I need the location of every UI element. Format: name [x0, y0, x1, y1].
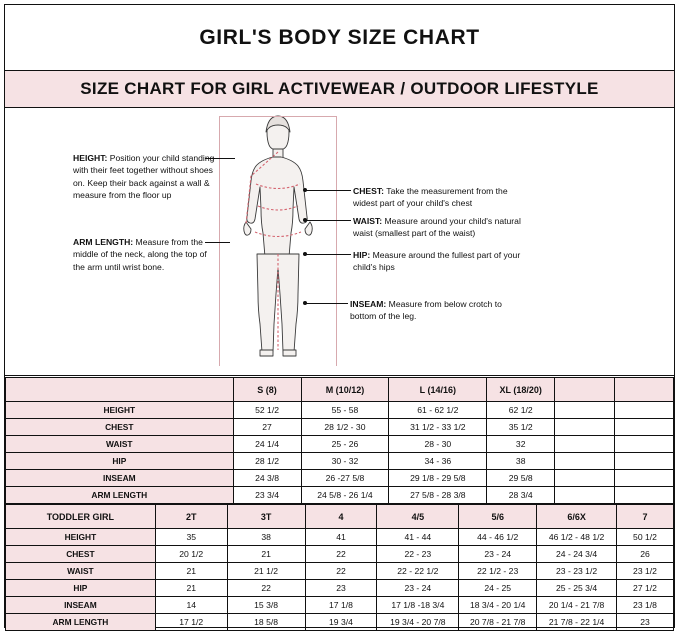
table-cell: 31 1/2 - 33 1/2: [389, 419, 487, 436]
column-header: S (8): [233, 378, 301, 402]
table-cell: 28 - 30: [389, 436, 487, 453]
table-cell: 23: [617, 614, 674, 631]
table-cell: 20 1/4 - 21 7/8: [537, 597, 617, 614]
callout-chest-label: CHEST:: [353, 186, 385, 196]
waist-leader-line: [305, 220, 351, 221]
column-header: XL (18/20): [487, 378, 555, 402]
row-label: CHEST: [6, 419, 234, 436]
table-cell: 23 3/4: [233, 487, 301, 504]
column-header: [555, 378, 615, 402]
measure-frame: [219, 116, 337, 366]
table-cell: 24 1/4: [233, 436, 301, 453]
callout-waist-text: Measure around your child's natural waist (smallest part of the waist): [353, 216, 521, 239]
table-cell: 21: [155, 563, 227, 580]
table-cell: 55 - 58: [301, 402, 389, 419]
table-row: [6, 402, 674, 419]
table-cell: 22 - 23: [377, 546, 459, 563]
table-cell: 20 1/2: [155, 546, 227, 563]
column-header: 7: [617, 505, 674, 529]
column-header: 6/6X: [537, 505, 617, 529]
table-row: [6, 614, 674, 631]
table-cell: 32: [487, 436, 555, 453]
table-cell: 52 1/2: [233, 402, 301, 419]
table-cell: 22: [227, 580, 305, 597]
table-cell: [615, 487, 674, 504]
table-cell: 38: [227, 529, 305, 546]
table-cell: 62 1/2: [487, 402, 555, 419]
callout-height: [73, 152, 218, 202]
hip-leader-line: [305, 254, 351, 255]
column-header: [615, 378, 674, 402]
table-cell: 23 1/8: [617, 597, 674, 614]
table-cell: 28 1/2 - 30: [301, 419, 389, 436]
callout-inseam-label: INSEAM:: [350, 299, 387, 309]
girl-size-table: [5, 377, 674, 504]
callout-chest-text: Take the measurement from the widest part of your child's chest: [353, 186, 508, 209]
table-cell: 35 1/2: [487, 419, 555, 436]
table-cell: [615, 419, 674, 436]
table-cell: [615, 436, 674, 453]
callout-arm-length: [73, 236, 218, 273]
table-cell: 26: [617, 546, 674, 563]
row-label: HIP: [6, 580, 156, 597]
table-cell: 24 - 24 3/4: [537, 546, 617, 563]
table-cell: 34 - 36: [389, 453, 487, 470]
girl-table-corner: [6, 378, 234, 402]
table-row: [6, 470, 674, 487]
table-cell: [555, 419, 615, 436]
callout-chest: [353, 185, 533, 210]
table-header-row: [6, 505, 674, 529]
table-cell: 23 - 24: [459, 546, 537, 563]
table-cell: 21: [227, 546, 305, 563]
table-cell: 25 - 26: [301, 436, 389, 453]
table-cell: [555, 470, 615, 487]
table-cell: [555, 487, 615, 504]
table-cell: 18 3/4 - 20 1/4: [459, 597, 537, 614]
table-cell: 35: [155, 529, 227, 546]
table-row: [6, 436, 674, 453]
table-cell: [555, 402, 615, 419]
table-cell: 28 3/4: [487, 487, 555, 504]
callout-waist: [353, 215, 538, 240]
callout-hip: [353, 249, 528, 274]
row-label: INSEAM: [6, 470, 234, 487]
table-cell: 25 - 25 3/4: [537, 580, 617, 597]
column-header: 3T: [227, 505, 305, 529]
callout-inseam-text: Measure from below crotch to bottom of the leg.: [350, 299, 502, 322]
table-cell: 22 - 22 1/2: [377, 563, 459, 580]
table-row: [6, 453, 674, 470]
callout-arm-length-label: ARM LENGTH:: [73, 237, 134, 247]
inseam-leader-line: [305, 303, 348, 304]
figure-illustration: [211, 114, 351, 370]
table-cell: [555, 436, 615, 453]
table-cell: 17 1/2: [155, 614, 227, 631]
toddler-table-title: TODDLER GIRL: [6, 505, 156, 529]
table-cell: 29 5/8: [487, 470, 555, 487]
table-cell: [555, 453, 615, 470]
measurement-diagram: [5, 108, 674, 376]
row-label: HIP: [6, 453, 234, 470]
title-bar: [5, 5, 674, 71]
table-cell: 29 1/8 - 29 5/8: [389, 470, 487, 487]
table-cell: 46 1/2 - 48 1/2: [537, 529, 617, 546]
column-header: M (10/12): [301, 378, 389, 402]
table-cell: 23: [305, 580, 377, 597]
row-label: HEIGHT: [6, 402, 234, 419]
callout-inseam: [350, 298, 525, 323]
table-cell: 23 - 24: [377, 580, 459, 597]
table-cell: [615, 470, 674, 487]
table-cell: 27: [233, 419, 301, 436]
callout-hip-text: Measure around the fullest part of your child's hips: [353, 250, 521, 273]
table-row: [6, 529, 674, 546]
table-cell: 50 1/2: [617, 529, 674, 546]
table-row: [6, 563, 674, 580]
table-cell: 27 1/2: [617, 580, 674, 597]
table-cell: 17 1/8: [305, 597, 377, 614]
column-header: 4: [305, 505, 377, 529]
table-cell: [615, 402, 674, 419]
row-label: HEIGHT: [6, 529, 156, 546]
table-cell: 44 - 46 1/2: [459, 529, 537, 546]
callout-arm-length-text: Measure from the middle of the neck, along the top of the arm until wrist bone.: [73, 237, 207, 272]
table-cell: 22: [305, 546, 377, 563]
column-header: 5/6: [459, 505, 537, 529]
table-cell: 21: [155, 580, 227, 597]
row-label: CHEST: [6, 546, 156, 563]
table-cell: 21 1/2: [227, 563, 305, 580]
chest-leader-line: [305, 190, 351, 191]
table-cell: 26 -27 5/8: [301, 470, 389, 487]
column-header: L (14/16): [389, 378, 487, 402]
table-cell: 23 1/2: [617, 563, 674, 580]
table-cell: 27 5/8 - 28 3/8: [389, 487, 487, 504]
table-cell: 18 5/8: [227, 614, 305, 631]
page-subtitle: SIZE CHART FOR GIRL ACTIVEWEAR / OUTDOOR LIFESTYLE: [80, 79, 599, 98]
table-cell: 41: [305, 529, 377, 546]
table-cell: 41 - 44: [377, 529, 459, 546]
table-cell: 19 3/4: [305, 614, 377, 631]
table-row: [6, 580, 674, 597]
row-label: WAIST: [6, 436, 234, 453]
callout-hip-label: HIP:: [353, 250, 371, 260]
waist-leader-dot: [303, 218, 307, 222]
table-cell: [615, 453, 674, 470]
table-cell: 22: [305, 563, 377, 580]
chest-leader-dot: [303, 188, 307, 192]
table-cell: 15 3/8: [227, 597, 305, 614]
table-cell: 28 1/2: [233, 453, 301, 470]
table-cell: 17 1/8 -18 3/4: [377, 597, 459, 614]
row-label: ARM LENGTH: [6, 487, 234, 504]
table-cell: 38: [487, 453, 555, 470]
table-cell: 19 3/4 - 20 7/8: [377, 614, 459, 631]
row-label: ARM LENGTH: [6, 614, 156, 631]
table-row: [6, 597, 674, 614]
table-cell: 24 3/8: [233, 470, 301, 487]
table-cell: 24 5/8 - 26 1/4: [301, 487, 389, 504]
toddler-size-table: [5, 504, 674, 631]
table-cell: 24 - 25: [459, 580, 537, 597]
row-label: WAIST: [6, 563, 156, 580]
column-header: 4/5: [377, 505, 459, 529]
table-row: [6, 419, 674, 436]
subtitle-bar: [5, 71, 674, 108]
callout-height-label: HEIGHT:: [73, 153, 108, 163]
table-header-row: [6, 378, 674, 402]
table-cell: 20 7/8 - 21 7/8: [459, 614, 537, 631]
callout-height-text: Position your child standing with their feet together without shoes on. Keep their back against a wall & measure from the floor up: [73, 153, 215, 201]
row-label: INSEAM: [6, 597, 156, 614]
table-cell: 30 - 32: [301, 453, 389, 470]
table-row: [6, 487, 674, 504]
table-cell: 14: [155, 597, 227, 614]
table-cell: 61 - 62 1/2: [389, 402, 487, 419]
hip-leader-dot: [303, 252, 307, 256]
table-row: [6, 546, 674, 563]
callout-waist-label: WAIST:: [353, 216, 383, 226]
inseam-leader-dot: [303, 301, 307, 305]
table-cell: 22 1/2 - 23: [459, 563, 537, 580]
column-header: 2T: [155, 505, 227, 529]
table-cell: 21 7/8 - 22 1/4: [537, 614, 617, 631]
table-cell: 23 - 23 1/2: [537, 563, 617, 580]
page-title: GIRL'S BODY SIZE CHART: [199, 25, 480, 49]
